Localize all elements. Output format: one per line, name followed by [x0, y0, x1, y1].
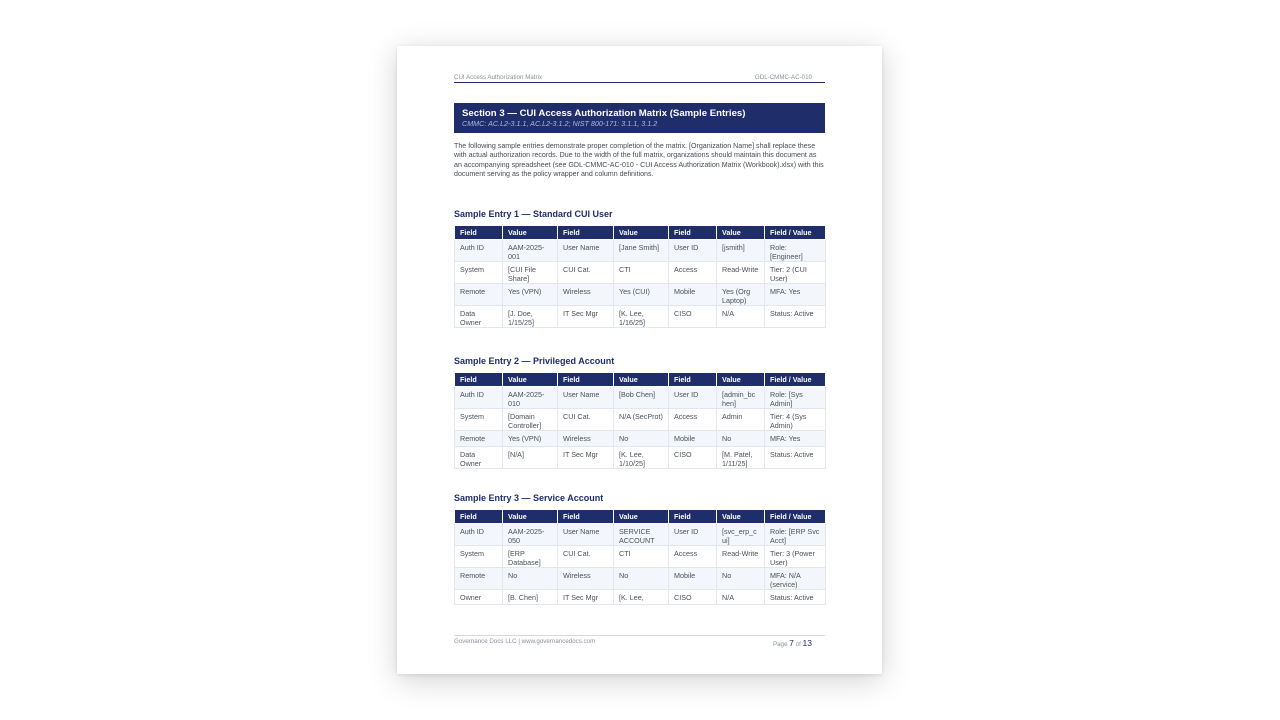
- table-cell: MFA: Yes: [765, 431, 826, 447]
- column-header: Field / Value: [765, 373, 826, 387]
- table-cell: User Name: [558, 524, 614, 546]
- column-header: Value: [503, 510, 558, 524]
- table-cell: AAM-2025-050: [503, 524, 558, 546]
- table-cell: [Domain Controller]: [503, 409, 558, 431]
- table-cell: MFA: N/A (service): [765, 568, 826, 590]
- table-cell: IT Sec Mgr: [558, 447, 614, 469]
- intro-paragraph: The following sample entries demonstrate proper completion of the matrix. [Organization Name] shall replace these with actual authorization records. Due to the width of the full matrix, organizations should maintain this document as an accompanying spreadsheet (see GDL-CMMC-AC-010 - CUI Access Authorization Matrix (Workbook).xlsx) with this document serving as the policy wrapper and column definitions.: [454, 142, 824, 178]
- page-of: of: [795, 641, 801, 648]
- column-header: Field: [669, 510, 717, 524]
- table-cell: Wireless: [558, 284, 614, 306]
- table-cell: Owner: [455, 590, 503, 605]
- table-cell: [K. Lee, 1/16/25]: [614, 306, 669, 328]
- table-cell: CTI: [614, 262, 669, 284]
- table-cell: Remote: [455, 284, 503, 306]
- table-cell: User Name: [558, 387, 614, 409]
- table-row: [455, 447, 826, 469]
- matrix-table-3: [454, 509, 826, 605]
- table-cell: No: [614, 568, 669, 590]
- table-cell: Status: Active: [765, 447, 826, 469]
- table-cell: No: [717, 431, 765, 447]
- table-header-row: [455, 226, 826, 240]
- column-header: Field: [558, 510, 614, 524]
- column-header: Value: [614, 373, 669, 387]
- section-banner: [454, 103, 825, 133]
- table-cell: Yes (VPN): [503, 284, 558, 306]
- table-cell: AAM-2025-010: [503, 387, 558, 409]
- table-cell: N/A (SecProt): [614, 409, 669, 431]
- column-header: Field: [455, 373, 503, 387]
- table-cell: CUI Cat.: [558, 409, 614, 431]
- header-title: CUI Access Authorization Matrix: [454, 74, 543, 81]
- current-page: 7: [789, 638, 794, 648]
- table-row: [455, 431, 826, 447]
- entry-heading-2: Sample Entry 2 — Privileged Account: [454, 356, 615, 366]
- section-subtitle: CMMC: AC.L2-3.1.1, AC.L2-3.1.2; NIST 800-171: 3.1.1, 3.1.2: [462, 119, 658, 128]
- table-cell: Yes (CUI): [614, 284, 669, 306]
- table-cell: [jsmith]: [717, 240, 765, 262]
- column-header: Value: [503, 226, 558, 240]
- table-cell: Wireless: [558, 568, 614, 590]
- matrix-table-1: [454, 225, 826, 328]
- table-cell: [M. Patel, 1/11/25]: [717, 447, 765, 469]
- table-cell: No: [503, 568, 558, 590]
- table-cell: Role: [ERP Svc Acct]: [765, 524, 826, 546]
- table-cell: [Bob Chen]: [614, 387, 669, 409]
- column-header: Field / Value: [765, 226, 826, 240]
- table-cell: MFA: Yes: [765, 284, 826, 306]
- table-cell: Status: Active: [765, 306, 826, 328]
- table-row: [455, 590, 826, 605]
- table-row: [455, 387, 826, 409]
- table-cell: Tier: 2 (CUI User): [765, 262, 826, 284]
- entry-heading-1: Sample Entry 1 — Standard CUI User: [454, 209, 613, 219]
- table-cell: No: [614, 431, 669, 447]
- table-cell: System: [455, 262, 503, 284]
- table-cell: No: [717, 568, 765, 590]
- column-header: Field: [669, 226, 717, 240]
- table-cell: Role: [Sys Admin]: [765, 387, 826, 409]
- table-cell: [J. Doe, 1/15/25]: [503, 306, 558, 328]
- table-cell: IT Sec Mgr: [558, 590, 614, 605]
- table-cell: Role: [Engineer]: [765, 240, 826, 262]
- table-cell: Data Owner: [455, 306, 503, 328]
- table-cell: Remote: [455, 568, 503, 590]
- table-cell: Read-Write: [717, 262, 765, 284]
- table-cell: CISO: [669, 447, 717, 469]
- table-cell: Access: [669, 546, 717, 568]
- table-cell: Access: [669, 262, 717, 284]
- column-header: Value: [614, 226, 669, 240]
- table-cell: Yes (Org Laptop): [717, 284, 765, 306]
- table-row: [455, 546, 826, 568]
- column-header: Value: [614, 510, 669, 524]
- table-cell: System: [455, 546, 503, 568]
- table-cell: User ID: [669, 387, 717, 409]
- table-cell: Admin: [717, 409, 765, 431]
- column-header: Value: [717, 226, 765, 240]
- column-header: Field: [669, 373, 717, 387]
- total-pages: 13: [802, 638, 812, 648]
- column-header: Field: [558, 226, 614, 240]
- running-header: [454, 74, 825, 83]
- table-row: [455, 524, 826, 546]
- table-cell: CISO: [669, 306, 717, 328]
- table-cell: Yes (VPN): [503, 431, 558, 447]
- table-cell: CUI Cat.: [558, 546, 614, 568]
- page-prefix: Page: [772, 641, 788, 648]
- table-cell: Auth ID: [455, 387, 503, 409]
- table-cell: SERVICE ACCOUNT: [614, 524, 669, 546]
- table-cell: [ERP Database]: [503, 546, 558, 568]
- column-header: Value: [503, 373, 558, 387]
- table-row: [455, 306, 826, 328]
- footer-company: Governance Docs LLC | www.governancedocs.com: [454, 638, 596, 645]
- table-cell: N/A: [717, 590, 765, 605]
- table-row: [455, 240, 826, 262]
- table-row: [455, 262, 826, 284]
- table-cell: [N/A]: [503, 447, 558, 469]
- table-cell: [CUI File Share]: [503, 262, 558, 284]
- table-cell: [K. Lee,: [614, 590, 669, 605]
- table-cell: [admin_bchen]: [717, 387, 765, 409]
- header-doc-id: GDL-CMMC-AC-010: [754, 74, 812, 81]
- matrix-table-2: [454, 372, 826, 469]
- table-row: [455, 284, 826, 306]
- table-header-row: [455, 373, 826, 387]
- table-cell: Access: [669, 409, 717, 431]
- table-cell: Auth ID: [455, 524, 503, 546]
- table-cell: AAM-2025-001: [503, 240, 558, 262]
- table-cell: Wireless: [558, 431, 614, 447]
- section-title: Section 3 — CUI Access Authorization Matrix (Sample Entries): [462, 108, 746, 119]
- table-cell: Data Owner: [455, 447, 503, 469]
- table-cell: [Jane Smith]: [614, 240, 669, 262]
- column-header: Value: [717, 373, 765, 387]
- table-cell: Mobile: [669, 284, 717, 306]
- table-cell: CUI Cat.: [558, 262, 614, 284]
- table-cell: Remote: [455, 431, 503, 447]
- table-cell: [svc_erp_cui]: [717, 524, 765, 546]
- table-cell: User ID: [669, 524, 717, 546]
- table-row: [455, 409, 826, 431]
- table-cell: Mobile: [669, 431, 717, 447]
- table-row: [455, 568, 826, 590]
- table-cell: Tier: 4 (Sys Admin): [765, 409, 826, 431]
- table-cell: Status: Active: [765, 590, 826, 605]
- table-cell: [K. Lee, 1/10/25]: [614, 447, 669, 469]
- column-header: Field: [558, 373, 614, 387]
- table-cell: CTI: [614, 546, 669, 568]
- column-header: Field: [455, 510, 503, 524]
- table-header-row: [455, 510, 826, 524]
- column-header: Field / Value: [765, 510, 826, 524]
- column-header: Field: [455, 226, 503, 240]
- column-header: Value: [717, 510, 765, 524]
- table-cell: User Name: [558, 240, 614, 262]
- table-cell: IT Sec Mgr: [558, 306, 614, 328]
- entry-heading-3: Sample Entry 3 — Service Account: [454, 493, 604, 503]
- table-cell: [B. Chen]: [503, 590, 558, 605]
- table-cell: Tier: 3 (Power User): [765, 546, 826, 568]
- table-cell: User ID: [669, 240, 717, 262]
- page-number: [773, 638, 812, 648]
- table-cell: N/A: [717, 306, 765, 328]
- table-cell: Auth ID: [455, 240, 503, 262]
- table-cell: System: [455, 409, 503, 431]
- table-cell: Read-Write: [717, 546, 765, 568]
- table-cell: CISO: [669, 590, 717, 605]
- document-page: [397, 46, 882, 674]
- page-footer: [454, 635, 825, 648]
- table-cell: Mobile: [669, 568, 717, 590]
